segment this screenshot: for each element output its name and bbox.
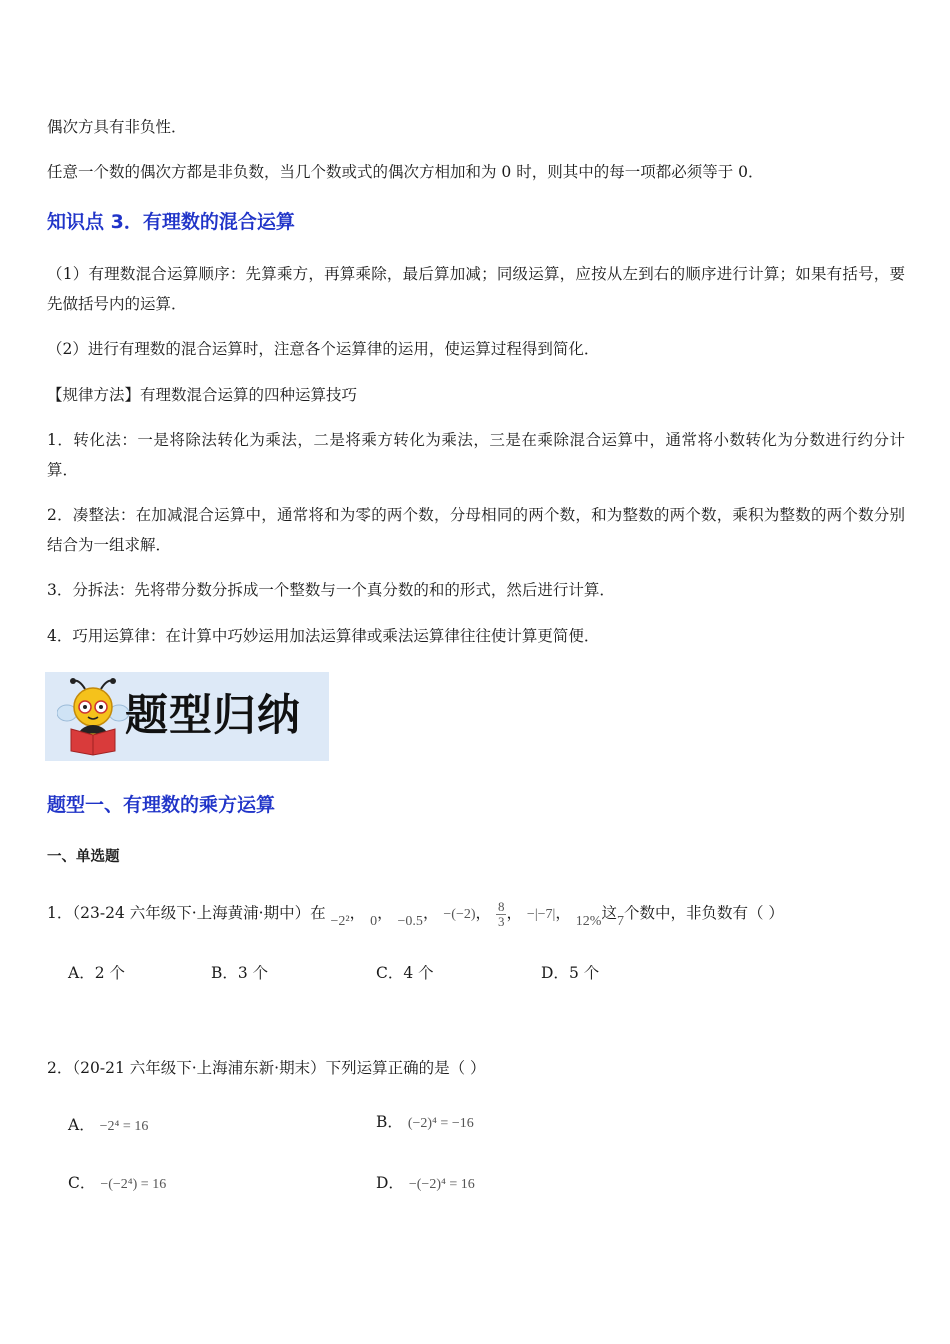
q1-option-c[interactable]: C．4 个 xyxy=(376,964,434,982)
method-3: 3．分拆法：先将带分数分拆成一个整数与一个真分数的和的形式，然后进行计算． xyxy=(47,581,615,599)
q1-item-neg-two-squared: −2² xyxy=(330,914,350,929)
method-4: 4．巧用运算律：在计算中巧妙运用加法运算律或乘法运算律往往使计算更简便． xyxy=(47,627,600,645)
bee-reading-icon xyxy=(57,677,129,757)
method-2: 2．凑整法：在加减混合运算中，通常将和为零的两个数，分母相同的两个数，和为整数的两个数，乘积为整数的两个数分别结合为一组求解． xyxy=(47,506,905,554)
method-title: 【规律方法】有理数混合运算的四种运算技巧 xyxy=(47,386,358,404)
q1-item-neg-half: −0.5 xyxy=(397,914,423,929)
method-1: 1．转化法：一是将除法转化为乘法，二是将乘方转化为乘法，三是在乘除混合运算中，通常将小数转化为分数进行约分计算． xyxy=(47,431,905,479)
question-1-tail: 个数中，非负数有（ ） xyxy=(623,904,784,922)
question-types-banner xyxy=(45,672,329,761)
q1-item-neg-abs-seven: −|−7| xyxy=(526,907,556,922)
question-1-stem: 1．（23-24 六年级下·上海黄浦·期中）在 −2²， 0， −0.5， −(−2)， $\frac{8}{3}$ ， −|−7|， 12%这7个数中，非负数有（ ） xyxy=(47,898,784,929)
knowledge-3-heading: 知识点 3．有理数的混合运算 xyxy=(47,211,295,233)
q1-item-fraction: $\frac{8}{3}$ xyxy=(497,898,505,929)
question-1-source: （23-24 六年级下·上海黄浦·期中）在 xyxy=(72,904,326,922)
question-2-stem: 2．（20-21 六年级下·上海浦东新·期末）下列运算正确的是（ ） xyxy=(47,1059,486,1077)
q1-item-neg-neg-two: −(−2) xyxy=(443,907,476,922)
knowledge-3-paragraph-2: （2）进行有理数的混合运算时，注意各个运算律的运用，使运算过程得到简化． xyxy=(47,340,600,358)
q2-option-d[interactable]: D． −(−2)⁴ = 16 xyxy=(376,1174,475,1192)
q2-option-b[interactable]: B． (−2)⁴ = −16 xyxy=(376,1113,474,1131)
q1-item-count: 7 xyxy=(616,914,624,929)
intro-line-1: 偶次方具有非负性． xyxy=(47,118,187,136)
knowledge-3-paragraph-1: （1）有理数混合运算顺序：先算乘方，再算乘除，最后算加减；同级运算，应按从左到右的顺序进行计算；如果有括号，要先做括号内的运算． xyxy=(47,265,905,313)
q1-option-d[interactable]: D．5 个 xyxy=(541,964,600,982)
q1-item-zero: 0 xyxy=(370,914,378,929)
type-1-heading: 题型一、有理数的乘方运算 xyxy=(47,794,276,816)
q2-option-c[interactable]: C． −(−2⁴) = 16 xyxy=(68,1174,167,1192)
question-1-number: 1． xyxy=(47,904,73,922)
section-single-choice: 一、单选题 xyxy=(47,849,120,865)
q1-item-percent: 12% xyxy=(575,914,602,929)
q2-option-a[interactable]: A． −2⁴ = 16 xyxy=(68,1116,149,1134)
banner-title: 题型归纳 xyxy=(125,691,301,741)
q1-option-b[interactable]: B．3 个 xyxy=(211,964,269,982)
q1-option-a[interactable]: A．2 个 xyxy=(68,964,125,982)
intro-line-2: 任意一个数的偶次方都是非负数，当几个数或式的偶次方相加和为 0 时，则其中的每一项都必须等于 0． xyxy=(47,163,764,181)
question-2-number: 2． xyxy=(47,1059,73,1077)
